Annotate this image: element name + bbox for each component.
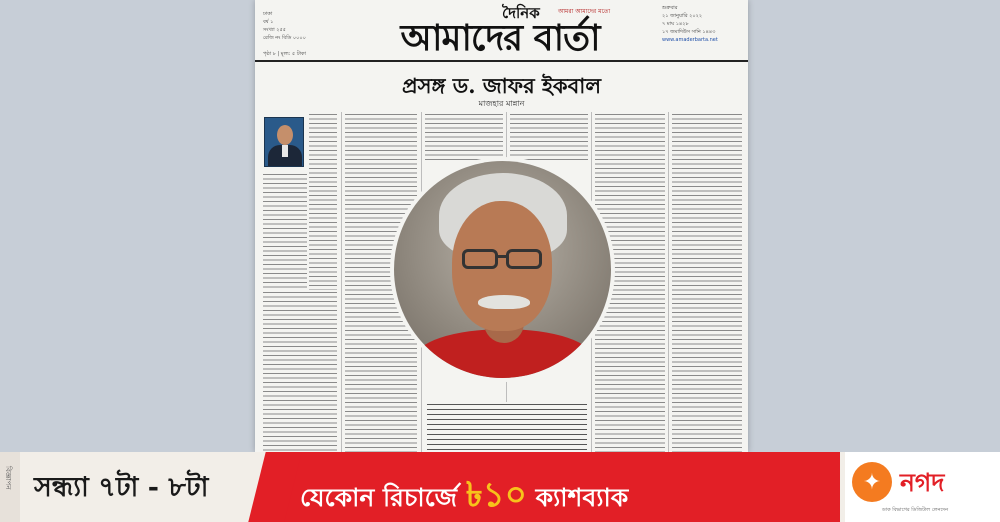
column-divider xyxy=(668,112,669,452)
masthead xyxy=(255,0,748,62)
ad-time-text: সন্ধ্যা ৭টা - ৮টা xyxy=(34,472,209,503)
website-text: www.amaderbarta.net xyxy=(662,37,718,43)
ad-offer-amount: ৳১০ xyxy=(465,475,527,515)
author-photo xyxy=(264,117,304,167)
masthead-right-info: শুক্রবার ২১ জানুয়ারি ২০২২ ৭ মাঘ ১৪২৮ ১৭ জমাদিউস সানি ১৪৪৩ www.amaderbarta.net xyxy=(662,4,740,44)
newspaper-page xyxy=(255,0,748,452)
price-text: পৃষ্ঠা ৮ | মূল্য: ৫ টাকা xyxy=(263,51,306,57)
brand-subtitle: ডাক বিভাগের ডিজিটাল লেনদেন xyxy=(882,507,949,513)
text-column-1c xyxy=(263,290,337,452)
column-divider xyxy=(341,112,342,452)
logo-tagline: আমরা আমাদের মতো xyxy=(558,8,611,15)
text-column-4 xyxy=(510,112,588,162)
masthead-left-info: ঢাকা বর্ষ ১ সংখ্যা ২৫৫ রেজি নং বিডি ০০০০ পৃষ্ঠা ৮ | মূল্য: ৫ টাকা xyxy=(263,11,306,57)
portrait-photo xyxy=(394,161,611,378)
brand-name: নগদ xyxy=(900,468,945,497)
photo-caption-text xyxy=(427,402,587,452)
logo-name: আমাদের বার্তা xyxy=(400,17,600,59)
article-byline: মাজহার মান্নান xyxy=(478,99,525,108)
text-column-3 xyxy=(425,112,503,162)
ad-offer-text: যেকোন রিচার্জে ৳১০ ক্যাশব্যাক xyxy=(300,475,629,515)
ad-side-label: বিজ্ঞাপন xyxy=(0,452,20,522)
text-column-6 xyxy=(672,112,742,452)
brand-logo-icon: ✦ xyxy=(852,462,892,502)
portrait-photo-frame xyxy=(390,157,615,382)
logo-daily: দৈনিক xyxy=(502,4,540,22)
article-headline: প্রসঙ্গ ড. জাফর ইকবাল xyxy=(402,73,601,98)
